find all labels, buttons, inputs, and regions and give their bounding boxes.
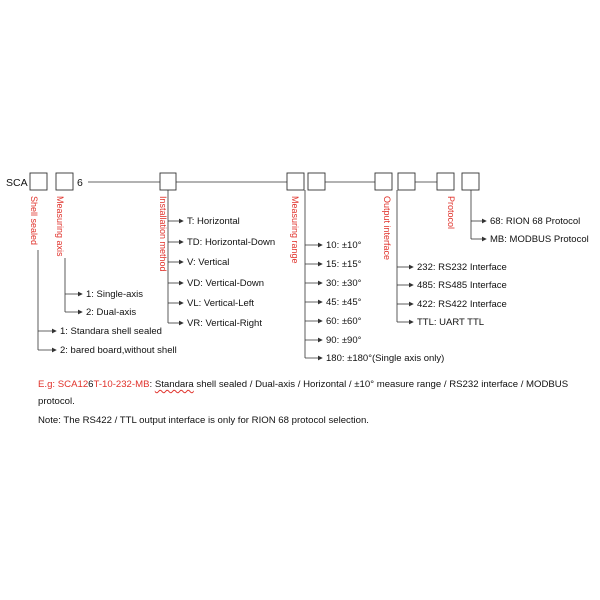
shell-option-1: 1: Standara shell sealed — [60, 326, 162, 337]
example-code-fixed: 6 — [88, 379, 94, 390]
range-option-5: 60: ±60° — [326, 316, 362, 327]
range-option-4: 45: ±45° — [326, 297, 362, 308]
output-option-2: 485: RS485 Interface — [417, 280, 507, 291]
output-option-1: 232: RS232 Interface — [417, 262, 507, 273]
output-option-3: 422: RS422 Interface — [417, 299, 507, 310]
range-option-7: 180: ±180°(Single axis only) — [326, 353, 445, 364]
axis-option-2: 2: Dual-axis — [86, 307, 137, 318]
range-option-3: 30: ±30° — [326, 278, 362, 289]
example-label: E.g: — [38, 379, 56, 390]
range-option-2: 15: ±15° — [326, 259, 362, 270]
installation-option-1: T: Horizontal — [187, 216, 240, 227]
example-description: shell sealed / Dual-axis / Horizontal / ±10° measure range / RS232 interface / MODBUS protocol. — [38, 379, 569, 407]
installation-option-3: V: Vertical — [187, 257, 230, 268]
protocol-note: Note: The RS422 / TTL output interface is only for RION 68 protocol selection. — [38, 415, 369, 426]
protocol-code-box-1 — [437, 173, 454, 190]
range-title: Measuring range — [290, 196, 300, 264]
protocol-option-1: 68: RION 68 Protocol — [490, 216, 581, 227]
installation-code-box — [160, 173, 176, 190]
example-code-prefix: SCA — [57, 379, 78, 390]
installation-option-2: TD: Horizontal-Down — [187, 237, 276, 248]
installation-option-5: VL: Vertical-Left — [187, 298, 255, 309]
protocol-code-box-2 — [462, 173, 479, 190]
range-code-box-1 — [287, 173, 304, 190]
example-paragraph — [38, 376, 578, 410]
shell-option-2: 2: bared board,without shell — [60, 345, 177, 356]
example-code-rest: T-10-232-MB — [93, 379, 150, 390]
output-option-4: TTL: UART TTL — [417, 317, 485, 328]
output-code-box-2 — [398, 173, 415, 190]
protocol-option-2: MB: MODBUS Protocol — [490, 234, 589, 245]
output-code-box-1 — [375, 173, 392, 190]
output-title: Output interface — [382, 196, 392, 261]
example-code-digits: 12 — [77, 379, 89, 390]
shell-code-box — [30, 173, 47, 190]
example-colon: : — [149, 379, 153, 390]
shell-title: Shell sealed — [29, 196, 39, 246]
example-word-standara: Standara — [154, 379, 194, 390]
axis-code-box — [56, 173, 73, 190]
axis-option-1: 1: Single-axis — [86, 289, 144, 300]
installation-title: Installation method — [158, 196, 168, 272]
fixed-digit: 6 — [77, 177, 83, 189]
axis-title: Measuring axis — [55, 196, 65, 257]
protocol-title: Protocol — [446, 196, 456, 230]
range-option-1: 10: ±10° — [326, 240, 362, 251]
range-option-6: 90: ±90° — [326, 335, 362, 346]
code-prefix: SCA — [6, 177, 28, 189]
installation-option-6: VR: Vertical-Right — [187, 318, 262, 329]
range-code-box-2 — [308, 173, 325, 190]
installation-option-4: VD: Vertical-Down — [187, 278, 265, 289]
